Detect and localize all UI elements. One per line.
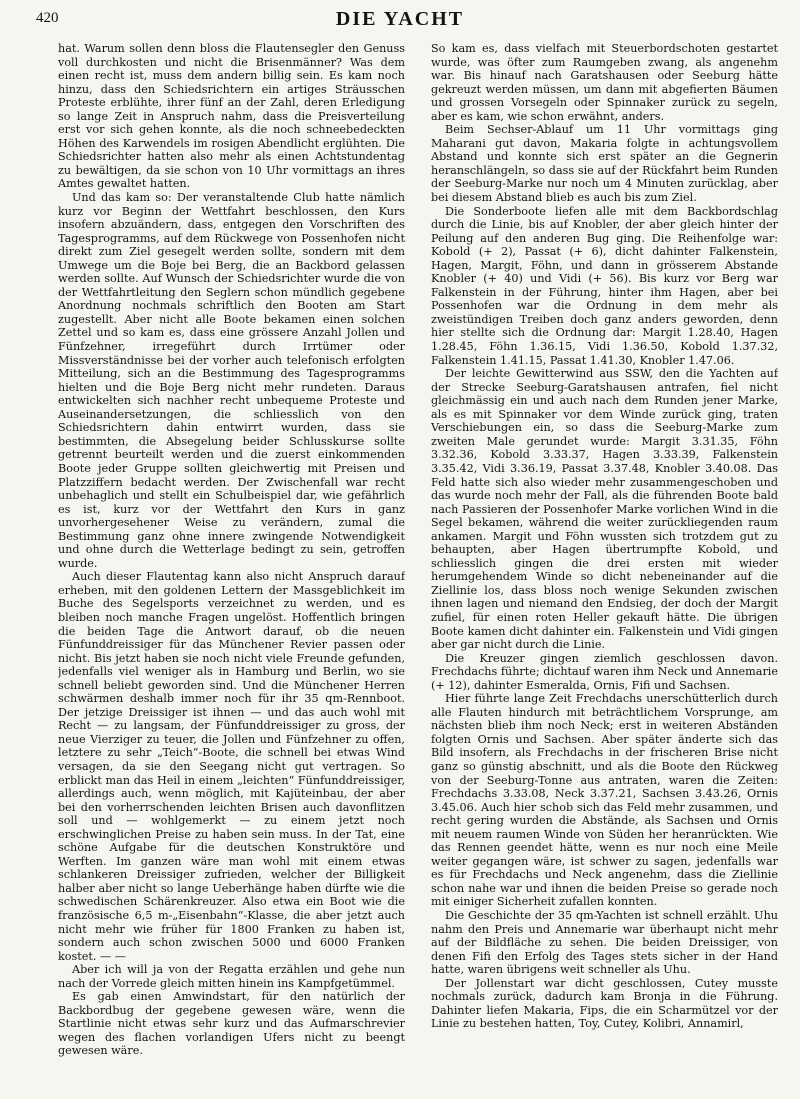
paragraph: Und das kam so: Der veranstaltende Club hatte nämlich kurz vor Beginn der Wettfahrt beschlossen, den Kurs insofern abzuändern, dass, entgegen den Vorschriften des Tagesprogramms, auf dem Rückwege von Possenhofen nicht direkt zum Ziel gesegelt werden sollte, sondern mit dem Umwege um die Boje bei Berg, die an Backbord gelassen werden sollte. Auf Wunsch der Schiedsrichter wurde die von der Wettfahrtleitung den Seglern schon mündlich gegebene Anordnung nochmals schriftlich den Booten am Start zugestellt. Aber nicht alle Boote bekamen einen solchen Zettel und so kam es, dass eine grössere Anzahl Jollen und Fünfzehner, irregeführt durch Irrtümer oder Missverständnisse bei der vorher auch telefonisch erfolgten Mitteilung, sich an die Bestimmung des Tagesprogramms hielten und die Boje Berg nicht mehr rundeten. Daraus entwickelten sich nachher recht unbequeme Proteste und Auseinandersetzungen, die schliesslich von den Schiedsrichtern dahin entwirrt wurden, dass sie bestimmten, die Absegelung beider Schlusskurse sollte getrennt beurteilt werden und die zuerst einkommenden Boote jeder Gruppe sollten gleichwertig mit Preisen und Platzziffern bedacht werden. Der Zwischenfall war recht unbehaglich und stellt ein Schulbeispiel dar, wie gefährlich es ist, kurz vor der Wettfahrt den Kurs in ganz unvorhergesehener Weise zu verändern, zumal die Bestimmung ganz ohne innere zwingende Notwendigkeit und ohne durch die Wetterlage bedingt zu sein, getroffen wurde. bbox=[58, 191, 405, 570]
paragraph: So kam es, dass vielfach mit Steuerbordschoten gestartet wurde, was öfter zum Raumgeben zwang, als angenehm war. Bis hinauf nach Garatshausen oder Seeburg hätte gekreuzt werden müssen, um dann mit abgefierten Bäumen und grossen Vorsegeln oder Spinnaker zurück zu segeln, aber es kam, wie schon erwähnt, anders. bbox=[431, 42, 778, 123]
paragraph: Der leichte Gewitterwind aus SSW, den die Yachten auf der Strecke Seeburg-Garatshausen antrafen, fiel nicht gleichmässig ein und auch nach dem Runden jener Marke, als es mit Spinnaker vor dem Winde zurück ging, traten Verschiebungen ein, so dass die Seeburg-Marke zum zweiten Male gerundet wurde: Margit 3.31.35, Föhn 3.32.36, Kobold 3.33.37, Hagen 3.33.39, Falkenstein 3.35.42, Vidi 3.36.19, Passat 3.37.48, Knobler 3.40.08. Das Feld hatte sich also wieder mehr zusammengeschoben und das wurde noch mehr der Fall, als die führenden Boote bald nach Passieren der Possenhofer Marke vorlichen Wind in die Segel bekamen, während die weiter zurückliegenden raum ankamen. Margit und Föhn wussten sich trotzdem gut zu behaupten, aber Hagen übertrumpfte Kobold, und schliesslich gingen die drei ersten mit wieder herumgehendem Winde so dicht nebeneinander auf die Ziellinie los, dass bloss noch wenige Sekunden zwischen ihnen lagen und niemand den Endsieg, der doch der Margit zufiel, für einen roten Heller gekauft hätte. Die übrigen Boote kamen dicht dahinter ein. Falkenstein und Vidi gingen aber gar nicht durch die Linie. bbox=[431, 367, 778, 652]
paragraph: Die Geschichte der 35 qm-Yachten ist schnell erzählt. Uhu nahm den Preis und Annemarie war überhaupt nicht mehr auf der Bildfläche zu sehen. Die beiden Dreissiger, von denen Fifi den Erfolg des Tages stets sicher in der Hand hatte, waren übrigens weit schneller als Uhu. bbox=[431, 909, 778, 977]
page-number: 420 bbox=[36, 10, 59, 26]
journal-title: DIE YACHT bbox=[335, 8, 465, 30]
page-header bbox=[0, 6, 800, 36]
paragraph: Es gab einen Amwindstart, für den natürlich der Backbordbug der gegebene gewesen wäre, wenn die Startlinie nicht etwas sehr kurz und das Aufmarschrevier wegen des flachen vorlandigen Ufers nicht zu beengt gewesen wäre. bbox=[58, 990, 405, 1058]
paragraph: hat. Warum sollen denn bloss die Flautensegler den Genuss voll durchkosten und nicht die Brisenmänner? Was dem einen recht ist, muss dem andern billig sein. Es kam noch hinzu, dass den Schiedsrichtern ein artiges Sträusschen Proteste erblühte, ihrer fünf an der Zahl, deren Erledigung so lange Zeit in Anspruch nahm, dass die Preisverteilung erst vor sich gehen konnte, als die noch schneebedeckten Höhen des Karwendels im rosigen Abendlicht erglühten. Die Schiedsrichter hatten also mehr als einen Achtstundentag zu bewältigen, da sie schon von 10 Uhr vormittags an ihres Amtes gewaltet hatten. bbox=[58, 42, 405, 191]
right-column bbox=[431, 42, 778, 1092]
text-columns bbox=[58, 42, 778, 1092]
paragraph: Beim Sechser-Ablauf um 11 Uhr vormittags ging Maharani gut davon, Makaria folgte in achtungsvollem Abstand und konnte sich erst später an die Gegnerin heranschlängeln, so dass sie auf der Rückfahrt beim Runden der Seeburg-Marke nur noch um 4 Minuten zurücklag, aber bei diesem Abstand blieb es auch bis zum Ziel. bbox=[431, 123, 778, 205]
paragraph: Die Kreuzer gingen ziemlich geschlossen davon. Frechdachs führte; dichtauf waren ihm Neck und Annemarie (+ 12), dahinter Esmeralda, Ornis, Fifi und Sachsen. bbox=[431, 651, 778, 692]
paragraph: Auch dieser Flautentag kann also nicht Anspruch darauf erheben, mit den goldenen Lettern der Massgeblichkeit im Buche des Segelsports verzeichnet zu werden, und es bleiben noch manche Fragen ungelöst. Hoffentlich bringen die beiden Tage die Antwort darauf, ob die neuen Fünfunddreissiger für das Münchener Revier passen oder nicht. Bis jetzt haben sie noch nicht viele Freunde gefunden, jedenfalls viel weniger als in Hamburg und Berlin, wo sie schnell beliebt geworden sind. Und die Münchener Herren schwärmen deshalb immer noch für ihr 35 qm-Rennboot. Der jetzige Dreissiger ist ihnen — und das auch wohl mit Recht — zu langsam, der Fünfunddreissiger zu gross, der neue Vierziger zu teuer, die Jollen und Fünfzehner zu offen, letztere zu sehr „Teich“-Boote, die schnell bei etwas Wind versagen, da sie den Seegang nicht gut vertragen. So erblickt man das Heil in einem „leichten“ Fünfunddreissiger, allerdings auch, wenn möglich, mit Kajüteinbau, der aber bei den vorherrschenden leichten Brisen auch davonflitzen soll und — wohlgemerkt — zu einem jetzt noch erschwinglichen Preise zu haben sein muss. In der Tat, eine schöne Aufgabe für die deutschen Konstruktöre und Werften. Im ganzen wäre man wohl mit einem etwas schlankeren Dreissiger zufrieden, welcher der Billigkeit halber aber nicht so lange Ueberhänge haben dürfte wie die schwedischen Schärenkreuzer. Also etwa ein Boot wie die französische 6,5 m-„Eisenbahn“-Klasse, die aber jetzt auch nicht mehr wie früher für 1800 Franken zu haben ist, sondern auch schon zwischen 5000 und 6000 Franken kostet. — — bbox=[58, 570, 405, 963]
paragraph: Die Sonderboote liefen alle mit dem Backbordschlag durch die Linie, bis auf Knobler, der aber gleich hinter der Peilung auf den anderen Bug ging. Die Reihenfolge war: Kobold (+ 2), Passat (+ 6), dicht dahinter Falkenstein, Hagen, Margit, Föhn, und dann in grösserem Abstande Knobler (+ 40) und Vidi (+ 56). Bis kurz vor Berg war Falkenstein in der Führung, hinter ihm Hagen, aber bei Possenhofen war die Ordnung in dem mehr als zweistündigen Treiben doch ganz anders geworden, denn hier stellte sich die Ordnung dar: Margit 1.28.40, Hagen 1.28.45, Föhn 1.36.15, Vidi 1.36.50, Kobold 1.37.32, Falkenstein 1.41.15, Passat 1.41.30, Knobler 1.47.06. bbox=[431, 204, 778, 367]
paragraph: Der Jollenstart war dicht geschlossen, Cutey musste nochmals zurück, dadurch kam Bronja in die Führung. Dahinter liefen Makaria, Fips, die ein Scharmützel vor der Linie zu bestehen hatten, Toy, Cutey, Kolibri, Annamirl, bbox=[431, 976, 778, 1031]
paragraph: Hier führte lange Zeit Frechdachs unerschütterlich durch alle Flauten hindurch mit beträchtlichem Vorsprunge, am nächsten blieb ihm noch Neck; erst in weiteren Abständen folgten Ornis und Sachsen. Aber später änderte sich das Bild insofern, als Frechdachs in der frischeren Brise nicht ganz so günstig abschnitt, und als die Boote den Rückweg von der Seeburg-Tonne aus antraten, waren die Zeiten: Frechdachs 3.33.08, Neck 3.37.21, Sachsen 3.43.26, Ornis 3.45.06. Auch hier schob sich das Feld mehr zusammen, und recht gering wurden die Abstände, als Sachsen und Ornis mit neuem raumen Winde von Süden her heranrückten. Wie das Rennen geendet hätte, wenn es nur noch eine Meile weiter gegangen wäre, ist schwer zu sagen, jedenfalls war es für Frechdachs und Neck angenehm, dass die Ziellinie schon nahe war und ihnen die beiden Preise so gerade noch mit einiger Sicherheit zufallen konnten. bbox=[431, 692, 778, 909]
paragraph: Aber ich will ja von der Regatta erzählen und gehe nun nach der Vorrede gleich mitten hinein ins Kampfgetümmel. bbox=[58, 963, 405, 990]
left-column bbox=[58, 42, 405, 1092]
